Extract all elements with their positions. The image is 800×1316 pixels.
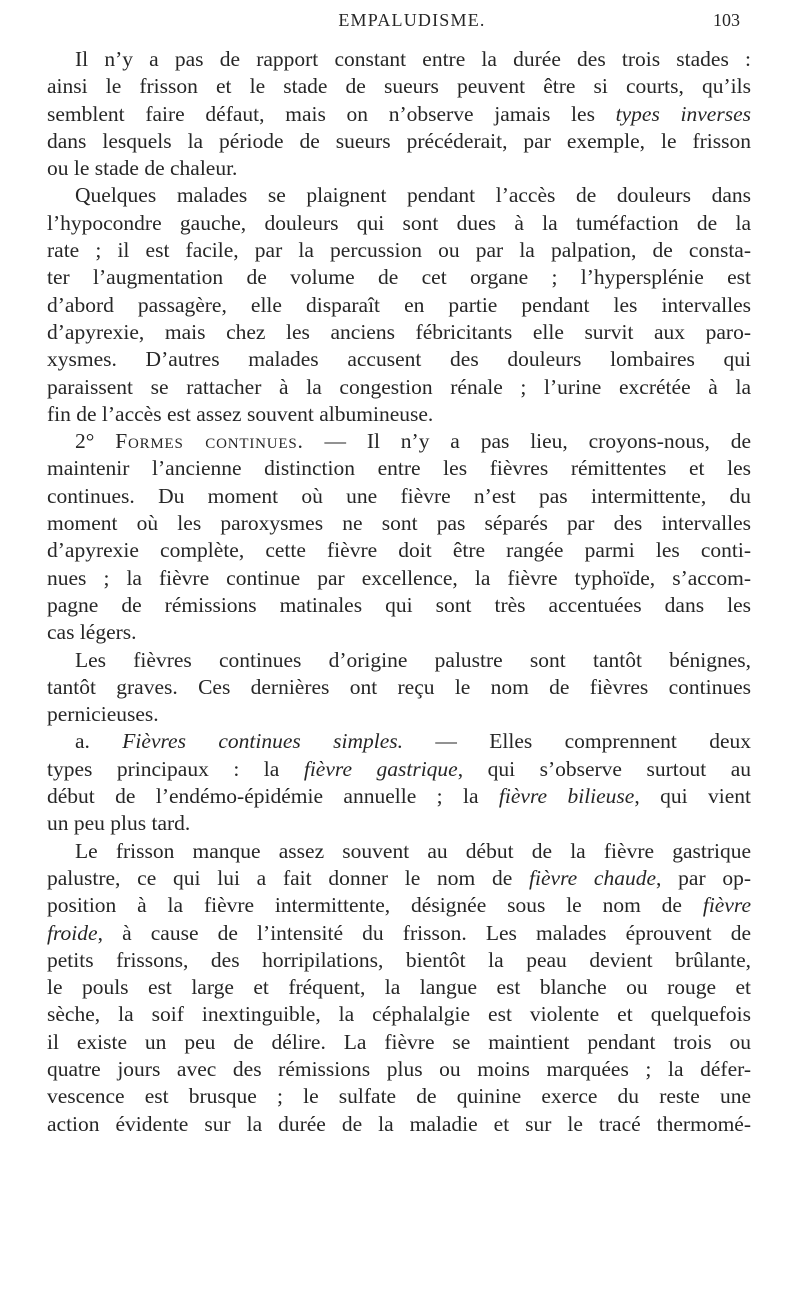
text-line — [47, 319, 751, 346]
text-line — [47, 428, 751, 455]
text-segment: tantôt graves. Ces dernières ont reçu le nom de fièvres continues — [47, 674, 751, 699]
running-head — [84, 6, 740, 36]
text-segment: l’hypocondre gauche, douleurs qui sont dues à la tuméfaction de la — [47, 210, 751, 235]
text-line — [47, 592, 751, 619]
text-line — [47, 128, 751, 155]
text-segment: xysmes. D’autres malades accusent des douleurs lombaires qui — [47, 347, 751, 372]
text-segment: nues ; la fièvre continue par excellence, la fièvre typhoïde, s’accom- — [47, 565, 751, 590]
text-line — [47, 674, 751, 701]
text-segment: sèche, la soif inextinguible, la céphalalgie est violente et quelquefois — [47, 1002, 751, 1027]
italic-text: fièvre bilieuse — [498, 784, 635, 809]
text-segment: position à la fièvre intermittente, désignée sous le nom de — [47, 893, 703, 918]
body-text — [47, 46, 751, 1138]
text-segment: cas légers. — [47, 620, 137, 645]
text-segment: , qui vient — [634, 784, 751, 809]
text-segment: rate ; il est facile, par la percussion ou par la palpation, de consta- — [47, 238, 751, 263]
text-line — [47, 565, 751, 592]
italic-text: Fièvres continues simples. — [122, 729, 403, 754]
text-segment: d’apyrexie, mais chez les anciens fébricitants elle survit aux paro- — [47, 319, 751, 344]
text-line — [47, 510, 751, 537]
text-line — [47, 892, 751, 919]
text-line — [47, 346, 751, 373]
text-line — [47, 810, 751, 837]
text-line — [47, 155, 751, 182]
text-segment: Quelques malades se plaignent pendant l’accès de douleurs dans — [75, 183, 751, 208]
text-segment: Il n’y a pas de rapport constant entre la durée des trois stades : — [75, 47, 751, 71]
text-line — [47, 783, 751, 810]
text-segment: ter l’augmentation de volume de cet organe ; l’hypersplénie est — [47, 265, 751, 290]
page-number: 103 — [713, 10, 740, 30]
text-segment: continues. Du moment où une fièvre n’est pas intermittente, du — [47, 483, 751, 508]
italic-text: fièvre gastrique — [303, 756, 458, 781]
italic-text: froide — [47, 920, 98, 945]
text-segment: d’abord passagère, elle disparaît en partie pendant les intervalles — [47, 292, 751, 317]
text-segment: maintenir l’ancienne distinction entre les fièvres rémittentes et les — [47, 456, 751, 481]
text-line — [47, 865, 751, 892]
text-segment: , par op- — [656, 865, 752, 890]
text-line — [47, 210, 751, 237]
text-line — [47, 46, 751, 73]
text-segment: un peu plus tard. — [47, 811, 191, 836]
text-segment: pagne de rémissions matinales qui sont très accentuées dans les — [47, 592, 751, 617]
text-segment: Le frisson manque assez souvent au début de la fièvre gastrique — [75, 838, 751, 863]
text-segment: action évidente sur la durée de la maladie et sur le tracé thermomé- — [47, 1111, 751, 1136]
text-segment: palustre, ce qui lui a fait donner le nom de — [47, 865, 530, 890]
text-line — [47, 1056, 751, 1083]
text-segment: le pouls est large et fréquent, la langue est blanche ou rouge et — [47, 975, 751, 1000]
text-line — [47, 374, 751, 401]
text-line — [47, 182, 751, 209]
small-caps-heading: Formes continues. — [115, 429, 304, 454]
text-segment: quatre jours avec des rémissions plus ou moins marquées ; la défer- — [47, 1056, 751, 1081]
italic-text: fièvre chaude — [529, 865, 657, 890]
text-segment: vescence est brusque ; le sulfate de quinine exerce du reste une — [47, 1084, 751, 1109]
text-line — [47, 73, 751, 100]
text-segment: , qui s’observe surtout au — [457, 756, 751, 781]
text-segment: paraissent se rattacher à la congestion rénale ; l’urine excrétée à la — [47, 374, 751, 399]
italic-text: types inverses — [615, 101, 751, 126]
text-line — [47, 1001, 751, 1028]
text-line — [47, 728, 751, 755]
text-line — [47, 401, 751, 428]
text-segment: pernicieuses. — [47, 702, 159, 727]
text-line — [47, 483, 751, 510]
text-line — [47, 455, 751, 482]
text-line — [47, 292, 751, 319]
text-segment: — Elles comprennent deux — [403, 729, 752, 754]
text-segment: dans lesquels la période de sueurs précéderait, par exemple, le frisson — [47, 128, 751, 153]
text-segment: ou le stade de chaleur. — [47, 156, 238, 181]
text-segment: petits frissons, des horripilations, bientôt la peau devient brûlante, — [47, 947, 751, 972]
text-segment: il existe un peu de délire. La fièvre se maintient pendant trois ou — [47, 1029, 751, 1054]
text-segment: , à cause de l’intensité du frisson. Les malades éprouvent de — [97, 920, 751, 945]
text-line — [47, 838, 751, 865]
text-line — [47, 537, 751, 564]
running-title: EMPALUDISME. — [338, 10, 486, 30]
text-line — [47, 701, 751, 728]
text-line — [47, 920, 751, 947]
text-line — [47, 1029, 751, 1056]
text-line — [47, 756, 751, 783]
text-segment: moment où les paroxysmes ne sont pas séparés par des intervalles — [47, 511, 751, 536]
text-line — [47, 947, 751, 974]
text-line — [47, 101, 751, 128]
text-segment: — Il n’y a pas lieu, croyons-nous, de — [303, 429, 751, 454]
text-segment: semblent faire défaut, mais on n’observe jamais les — [47, 101, 616, 126]
italic-text: fièvre — [702, 893, 751, 918]
text-line — [47, 1111, 751, 1138]
text-segment: a. — [75, 729, 123, 754]
text-segment: Les fièvres continues d’origine palustre sont tantôt bénignes, — [75, 647, 751, 672]
text-segment: ainsi le frisson et le stade de sueurs peuvent être si courts, qu’ils — [47, 74, 751, 99]
text-line — [47, 619, 751, 646]
text-line — [47, 264, 751, 291]
text-segment: début de l’endémo-épidémie annuelle ; la — [47, 784, 499, 809]
text-segment: d’apyrexie complète, cette fièvre doit être rangée parmi les conti- — [47, 538, 751, 563]
text-segment: 2° — [75, 429, 116, 454]
text-line — [47, 237, 751, 264]
text-line — [47, 647, 751, 674]
text-segment: types principaux : la — [47, 756, 304, 781]
text-segment: fin de l’accès est assez souvent albumineuse. — [47, 401, 434, 426]
text-line — [47, 974, 751, 1001]
text-line — [47, 1083, 751, 1110]
